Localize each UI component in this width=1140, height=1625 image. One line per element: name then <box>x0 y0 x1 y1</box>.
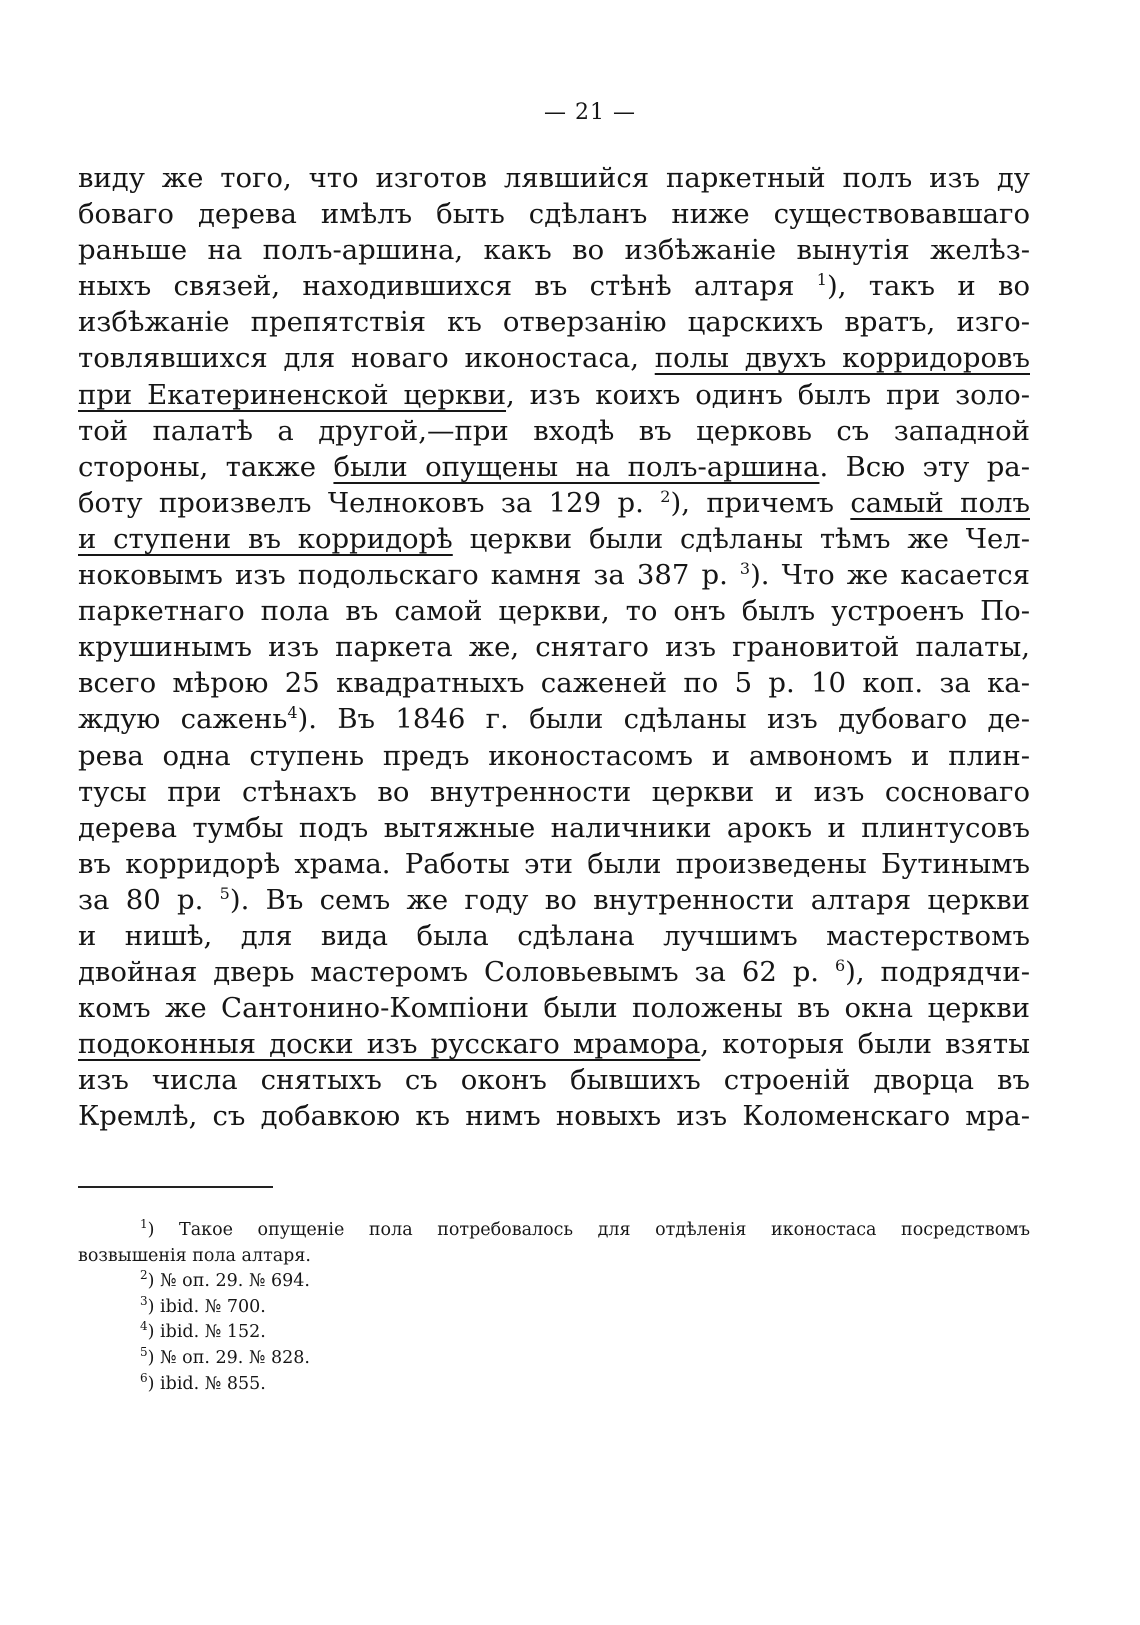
text-line <box>78 738 1030 774</box>
footnote-marker-paren: ) <box>147 1322 161 1343</box>
text-segment: , которыя были взяты <box>700 1028 1030 1061</box>
text-segment: виду же того, что изготов лявшийся паркетный полъ изъ ду <box>78 162 1030 194</box>
footnote-marker: 3 <box>140 1293 148 1308</box>
footnote-reference: 1 <box>816 270 827 290</box>
text-segment: крушинымъ изъ паркета же, снятаго изъ грановитой палаты, <box>78 631 1030 664</box>
text-segment: рева одна ступень предъ иконостасомъ и амвономъ и плин- <box>78 739 1030 772</box>
text-line <box>78 774 1030 810</box>
footnote-line <box>78 1244 1030 1270</box>
text-segment: товлявшихся для новаго иконостаса, <box>78 342 655 375</box>
text-line <box>78 449 1030 485</box>
text-segment: ), подрядчи- <box>845 956 1031 989</box>
text-line <box>78 810 1030 846</box>
text-line <box>78 485 1030 521</box>
footnote-marker-paren: ) <box>147 1347 161 1368</box>
text-segment: , изъ коихъ одинъ былъ при золо- <box>506 378 1031 411</box>
text-line <box>78 990 1030 1026</box>
footnote-text: ibid. № 855. <box>160 1373 266 1394</box>
footnote-separator <box>78 1186 273 1188</box>
underlined-text: и ступени въ корридорѣ <box>78 522 453 555</box>
text-segment: за 80 р. <box>78 883 220 916</box>
underlined-text: были опущены на полъ-аршина <box>333 450 820 483</box>
text-segment: тусы при стѣнахъ во внутренности церкви и изъ сосноваго <box>78 775 1030 808</box>
footnote-text: № оп. 29. № 828. <box>160 1347 310 1368</box>
body-text <box>78 160 1030 1135</box>
text-line <box>78 882 1030 918</box>
text-line <box>78 701 1030 737</box>
text-line <box>78 340 1030 376</box>
footnote-line <box>78 1372 1030 1398</box>
footnote-line <box>78 1269 1030 1295</box>
footnote-text: ibid. № 152. <box>160 1322 266 1343</box>
text-segment: и нишѣ, для вида была сдѣлана лучшимъ мастерствомъ <box>78 919 1030 952</box>
text-segment: Кремлѣ, съ добавкою къ нимъ новыхъ изъ Коломенскаго мра- <box>78 1100 1030 1133</box>
footnote-line <box>78 1320 1030 1346</box>
text-segment: ныхъ связей, находившихся въ стѣнѣ алтаря <box>78 270 817 303</box>
footnote-reference: 4 <box>287 703 298 723</box>
text-segment: . Всю эту ра- <box>819 450 1030 483</box>
footnote-marker-paren: ) <box>147 1220 180 1240</box>
text-segment: ноковымъ изъ подольскаго камня за 387 р. <box>78 559 740 592</box>
footnote-line <box>78 1295 1030 1321</box>
footnote-reference: 2 <box>660 486 671 506</box>
footnote-marker: 6 <box>140 1370 148 1385</box>
text-line <box>78 557 1030 593</box>
text-segment: ), причемъ <box>670 486 851 519</box>
text-segment: паркетнаго пола въ самой церкви, то онъ былъ устроенъ По- <box>78 595 1030 628</box>
text-segment: стороны, также <box>78 450 334 483</box>
text-line <box>78 377 1030 413</box>
footnote-text: № оп. 29. № 694. <box>160 1271 310 1292</box>
text-segment: двойная дверь мастеромъ Соловьевымъ за 62 р. <box>78 956 835 989</box>
text-segment: въ корридорѣ храма. Работы эти были произведены Бутинымъ <box>78 847 1030 880</box>
text-segment: ). Въ семъ же году во внутренности алтаря церкви <box>229 883 1030 916</box>
text-line <box>78 629 1030 665</box>
footnote-line <box>78 1218 1030 1244</box>
underlined-text: полы двухъ корридоровъ <box>654 342 1030 375</box>
text-line <box>78 1098 1030 1134</box>
text-segment: боваго дерева имѣлъ быть сдѣланъ ниже существовавшаго <box>78 198 1030 231</box>
footnote-marker-paren: ) <box>147 1373 161 1394</box>
text-line <box>78 304 1030 340</box>
text-line <box>78 918 1030 954</box>
underlined-text: самый полъ <box>850 486 1030 519</box>
text-line <box>78 665 1030 701</box>
footnote-text: Такое опущеніе пола потребовалось для отдѣленія иконостаса посредствомъ <box>179 1220 1030 1240</box>
footnote-marker-paren: ) <box>147 1271 161 1292</box>
text-line <box>78 1062 1030 1098</box>
text-line <box>78 268 1030 304</box>
text-line <box>78 846 1030 882</box>
text-segment: ждую сажень <box>78 703 288 736</box>
text-line <box>78 1026 1030 1062</box>
footnote-marker: 1 <box>140 1217 148 1232</box>
footnote-text: ibid. № 700. <box>160 1296 266 1317</box>
text-segment: ). Что же касается <box>750 559 1030 592</box>
text-line <box>78 521 1030 557</box>
page-number: — 21 — <box>544 100 636 125</box>
text-segment: всего мѣрою 25 квадратныхъ саженей по 5 р. 10 коп. за ка- <box>78 667 1030 700</box>
text-line <box>78 413 1030 449</box>
text-segment: боту произвелъ Челноковъ за 129 р. <box>78 486 661 519</box>
footnote-text: возвышенія пола алтаря. <box>78 1245 311 1266</box>
text-line <box>78 232 1030 268</box>
footnote-marker: 5 <box>140 1345 148 1360</box>
text-segment: комъ же Сантонино-Компіони были положены въ окна церкви <box>78 992 1030 1025</box>
footnote-reference: 5 <box>219 883 230 903</box>
footnote-marker: 4 <box>140 1319 148 1334</box>
underlined-text: при Екатериненской церкви <box>78 378 507 411</box>
text-segment: дерева тумбы подъ вытяжные наличники арокъ и плинтусовъ <box>78 811 1030 844</box>
text-segment: избѣжаніе препятствія къ отверзанію царскихъ вратъ, изго- <box>78 306 1030 339</box>
text-segment: той палатѣ а другой,—при входѣ въ церковь съ западной <box>78 414 1030 447</box>
text-segment: раньше на полъ-аршина, какъ во избѣжаніе вынутія желѣз- <box>78 234 1030 267</box>
footnote-marker-paren: ) <box>147 1296 161 1317</box>
text-segment: ), такъ и во <box>826 270 1031 303</box>
footnote-reference: 6 <box>834 955 846 975</box>
text-line <box>78 160 1030 196</box>
footnote-marker: 2 <box>140 1268 148 1283</box>
text-line <box>78 196 1030 232</box>
text-segment: изъ числа снятыхъ съ оконъ бывшихъ строеній дворца въ <box>78 1064 1030 1097</box>
underlined-text: подоконныя доски изъ русскаго мрамора <box>78 1028 701 1061</box>
text-line <box>78 593 1030 629</box>
footnote-reference: 3 <box>739 558 751 578</box>
footnotes <box>78 1218 1030 1397</box>
footnote-line <box>78 1346 1030 1372</box>
text-segment: ). Въ 1846 г. были сдѣланы изъ дубоваго де- <box>297 703 1031 736</box>
text-segment: церкви были сдѣланы тѣмъ же Чел- <box>452 522 1030 555</box>
text-line <box>78 954 1030 990</box>
